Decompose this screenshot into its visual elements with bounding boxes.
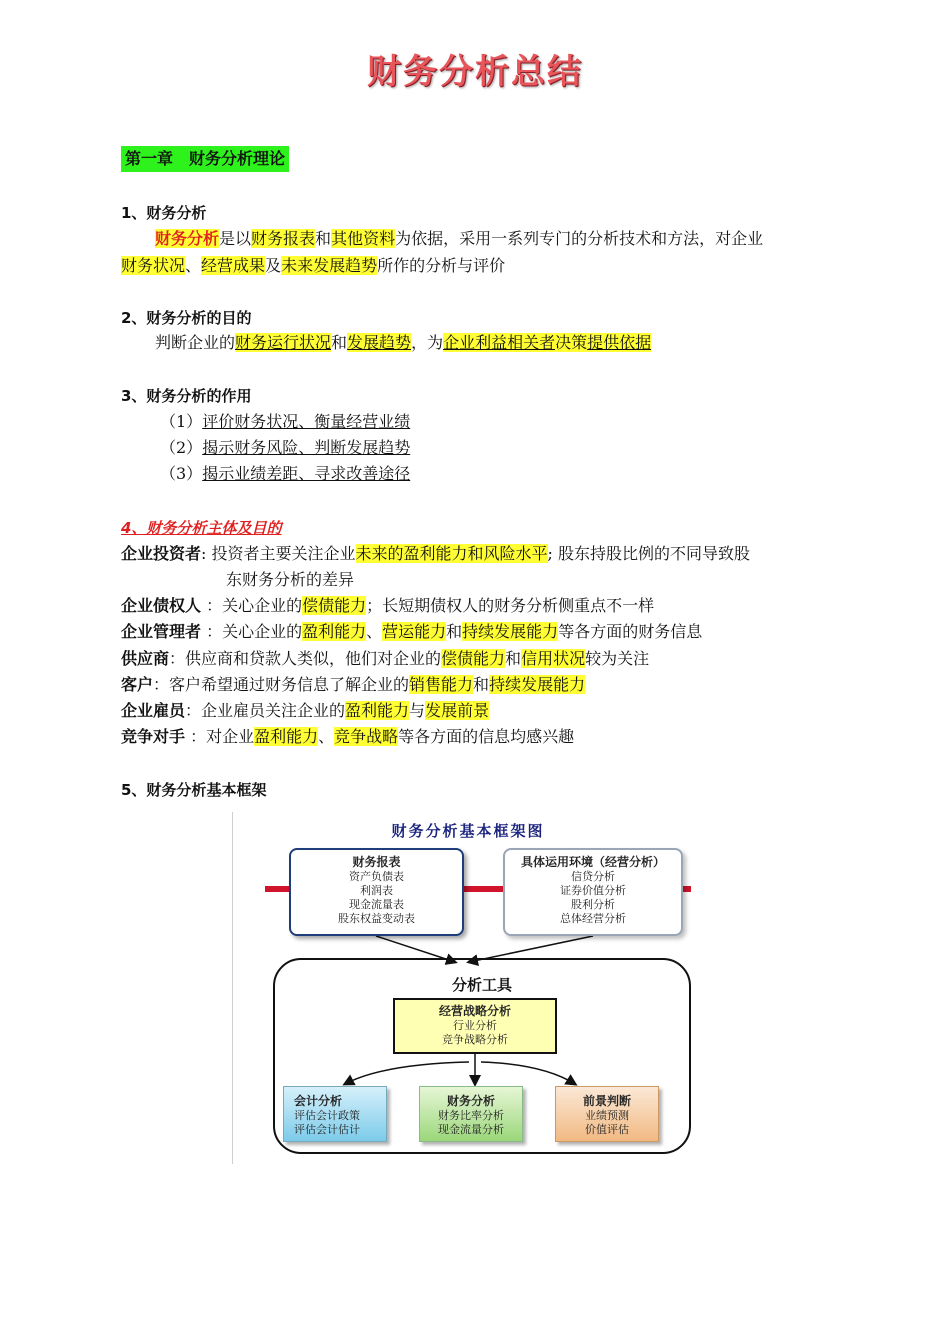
text: 为依据，采用一系列专门的分析技术和方法，对企业 <box>395 229 764 248</box>
subject-label: 企业雇员 <box>121 701 186 720</box>
red-bar-right <box>683 886 691 892</box>
text: 和 <box>446 622 463 641</box>
text: 和 <box>505 649 522 668</box>
subject-label: 客户 <box>121 675 154 694</box>
term-provide-basis: 提供依据 <box>587 333 652 352</box>
subject-label: 企业投资者 <box>121 544 202 563</box>
box-item: 行业分析 <box>453 1019 497 1032</box>
text: : 投资者主要关注企业 <box>201 544 356 563</box>
term-operation-status: 财务运行状况 <box>235 333 332 352</box>
subject-competitor <box>121 724 574 750</box>
chapter-heading: 第一章 财务分析理论 <box>121 146 289 172</box>
text: 判断企业的 <box>155 333 236 352</box>
highlight: 未来的盈利能力和风险水平 <box>355 544 548 563</box>
analysis-tools-label: 分析工具 <box>451 976 512 994</box>
text: ：供应商和贷款人类似，他们对企业的 <box>169 649 442 668</box>
item-num: （2） <box>160 438 203 457</box>
text: 等各方面的财务信息 <box>558 622 703 641</box>
role-item-1 <box>160 409 410 435</box>
item-num: （1） <box>160 412 203 431</box>
box-item: 资产负债表 <box>349 870 404 883</box>
box-item: 评估会计政策 <box>294 1109 360 1122</box>
highlight: 偿债能力 <box>302 596 367 615</box>
box-item: 证券价值分析 <box>560 884 626 897</box>
highlight: 竞争战略 <box>334 727 399 746</box>
financial-statements-box <box>289 848 464 936</box>
term-development-trend: 发展趋势 <box>347 333 412 352</box>
highlight: 偿债能力 <box>441 649 506 668</box>
highlight: 持续发展能力 <box>489 675 586 694</box>
box-title: 前景判断 <box>582 1094 631 1108</box>
item-text: 评价财务状况、衡量经营业绩 <box>202 412 411 431</box>
accounting-analysis-box <box>283 1086 387 1142</box>
text: ; 股东持股比例的不同导致股 <box>547 544 750 563</box>
text: ：客户希望通过财务信息了解企业的 <box>153 675 410 694</box>
box-item: 财务比率分析 <box>438 1109 504 1122</box>
box-item: 股东权益变动表 <box>338 912 415 925</box>
red-bar-left <box>265 886 291 892</box>
text: ：关心企业的 <box>201 622 303 641</box>
term-stakeholders: 企业利益相关者 <box>443 333 556 352</box>
section-1-line-1 <box>155 226 763 252</box>
box-item: 股利分析 <box>571 898 615 911</box>
framework-diagram <box>232 812 703 1164</box>
text: 和 <box>331 333 348 352</box>
box-title: 财务分析 <box>446 1094 495 1108</box>
text: 所作的分析与评价 <box>377 256 506 275</box>
application-environment-box <box>503 848 683 936</box>
item-text: 揭示业绩差距、寻求改善途径 <box>202 464 411 483</box>
subject-investor-cont: 东财务分析的差异 <box>226 570 355 589</box>
highlight: 信用状况 <box>521 649 586 668</box>
text: ；长短期债权人的财务分析侧重点不一样 <box>366 596 655 615</box>
red-bar-middle <box>464 886 505 892</box>
box-title: 具体运用环境（经营分析） <box>520 855 665 869</box>
term-financial-analysis: 财务分析 <box>155 229 220 248</box>
term-financial-statements: 财务报表 <box>251 229 316 248</box>
box-title: 财务报表 <box>352 855 401 869</box>
text: 、 <box>185 256 202 275</box>
text: 、 <box>318 727 335 746</box>
subject-label: 企业管理者 <box>121 622 202 641</box>
text: 及 <box>265 256 282 275</box>
subject-manager <box>121 619 702 645</box>
prospect-judgement-box <box>555 1086 659 1142</box>
subject-customer <box>121 672 585 698</box>
text: 较为关注 <box>585 649 650 668</box>
subject-creditor <box>121 593 654 619</box>
section-2-line <box>155 330 651 356</box>
box-title: 经营战略分析 <box>438 1004 511 1018</box>
subject-investor <box>121 541 750 567</box>
section-1-heading: 1、财务分析 <box>121 204 207 222</box>
subject-label: 企业债权人 <box>121 596 202 615</box>
box-item: 评估会计估计 <box>294 1123 360 1136</box>
box-item: 业绩预测 <box>585 1109 629 1122</box>
subject-employee <box>121 698 489 724</box>
financial-analysis-box <box>419 1086 523 1142</box>
box-title: 会计分析 <box>294 1094 343 1108</box>
section-2-heading: 2、财务分析的目的 <box>121 309 252 327</box>
item-num: （3） <box>160 464 203 483</box>
section-4-heading: 4、财务分析主体及目的 <box>121 519 282 537</box>
text: ，为 <box>411 333 444 352</box>
term-future-trend: 未来发展趋势 <box>281 256 378 275</box>
text: 与 <box>409 701 426 720</box>
term-other-data: 其他资料 <box>331 229 396 248</box>
role-item-3 <box>160 461 410 487</box>
highlight: 营运能力 <box>382 622 447 641</box>
box-item: 现金流量分析 <box>438 1123 504 1136</box>
text: 是以 <box>219 229 252 248</box>
highlight: 盈利能力 <box>254 727 319 746</box>
page-title: 财务分析总结 <box>367 52 583 92</box>
subject-supplier <box>121 646 649 672</box>
box-item: 价值评估 <box>585 1123 629 1136</box>
text: 和 <box>473 675 490 694</box>
section-5-heading: 5、财务分析基本框架 <box>121 781 267 799</box>
box-item: 总体经营分析 <box>560 912 626 925</box>
diagram-title: 财务分析基本框架图 <box>391 822 545 840</box>
text: 、 <box>366 622 383 641</box>
subject-label: 供应商 <box>121 649 170 668</box>
role-item-2 <box>160 435 410 461</box>
text: ：对企业 <box>185 727 255 746</box>
text: 和 <box>315 229 332 248</box>
box-item: 现金流量表 <box>349 898 404 911</box>
term-financial-condition: 财务状况 <box>121 256 186 275</box>
text: ：关心企业的 <box>201 596 303 615</box>
item-text: 揭示财务风险、判断发展趋势 <box>202 438 411 457</box>
section-3-heading: 3、财务分析的作用 <box>121 387 252 405</box>
box-item: 利润表 <box>360 884 393 897</box>
strategy-analysis-box <box>393 998 557 1054</box>
text: 等各方面的信息均感兴趣 <box>398 727 575 746</box>
highlight: 持续发展能力 <box>462 622 559 641</box>
box-item: 竞争战略分析 <box>442 1033 508 1046</box>
highlight: 发展前景 <box>425 701 490 720</box>
text: ：企业雇员关注企业的 <box>185 701 346 720</box>
text: 决策 <box>555 333 588 352</box>
highlight: 盈利能力 <box>302 622 367 641</box>
section-1-line-2 <box>121 253 505 279</box>
box-item: 信贷分析 <box>571 870 615 883</box>
subject-label: 竞争对手 <box>121 727 186 746</box>
term-operating-results: 经营成果 <box>201 256 266 275</box>
highlight: 销售能力 <box>409 675 474 694</box>
highlight: 盈利能力 <box>345 701 410 720</box>
